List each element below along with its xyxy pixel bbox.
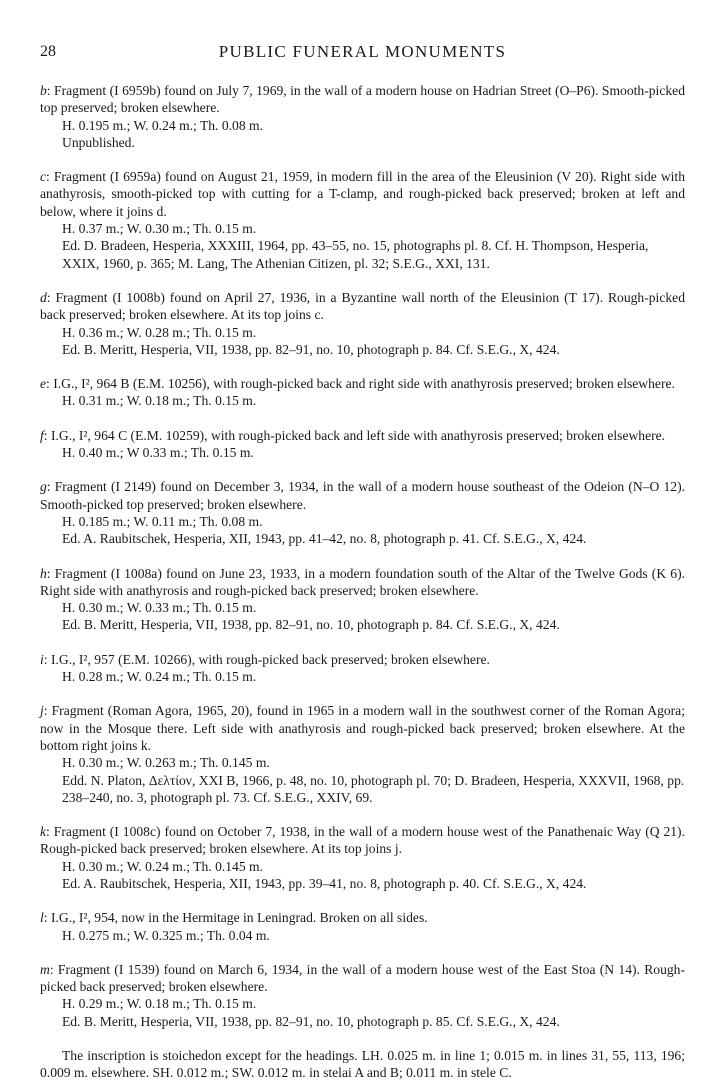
fragment-letter: b xyxy=(40,83,47,98)
fragment-reference: Ed. B. Meritt, Hesperia, VII, 1938, pp. 82–91, no. 10, photograph p. 85. Cf. S.E.G., X, 424. xyxy=(62,1013,560,1029)
fragment-entry xyxy=(40,823,685,892)
fragment-letter: m xyxy=(40,961,50,977)
fragment-letter: d xyxy=(40,289,47,305)
fragment-dimensions: H. 0.28 m.; W. 0.24 m.; Th. 0.15 m. xyxy=(62,669,257,685)
fragment-description-text: : Fragment (I 1008b) found on April 27, 1936, in a Byzantine wall north of the Eleusinion (T 17). Rough-picked back preserved; broken elsewhere. At its top joins c. xyxy=(40,289,685,323)
fragment-description xyxy=(40,82,685,117)
fragment-description-text: : I.G., I², 964 C (E.M. 10259), with rough-picked back and left side with anathyrosis preserved; broken elsewhere. xyxy=(43,427,666,443)
fragment-dimensions: H. 0.37 m.; W. 0.30 m.; Th. 0.15 m. xyxy=(62,221,257,237)
fragment-entry xyxy=(40,375,685,410)
fragment-reference: Ed. B. Meritt, Hesperia, VII, 1938, pp. 82–91, no. 10, photograph p. 84. Cf. S.E.G., X, 424. xyxy=(62,341,560,357)
fragment-reference: Ed. D. Bradeen, Hesperia, XXXIII, 1964, pp. 43–55, no. 15, photographs pl. 8. Cf. H. Thompson, Hesperia, XXIX, 1960, p. 365; M. Lang, The Athenian Citizen, pl. 32; S.E.G., XXI, 131. xyxy=(62,238,649,271)
running-title: PUBLIC FUNERAL MONUMENTS xyxy=(218,42,507,61)
fragment-description xyxy=(40,427,685,444)
fragment-dimensions: H. 0.40 m.; W 0.33 m.; Th. 0.15 m. xyxy=(62,445,254,461)
fragment-entry xyxy=(40,168,685,272)
page-header xyxy=(40,40,685,70)
fragment-description-text: : I.G., I², 957 (E.M. 10266), with rough-picked back preserved; broken elsewhere. xyxy=(43,651,490,667)
fragment-description-text: : Fragment (I 6959b) found on July 7, 1969, in the wall of a modern house on Hadrian Street (O–P6). Smooth-picked top preserved; broken elsewhere. xyxy=(40,83,685,116)
fragment-letter: i xyxy=(40,651,44,667)
fragment-description xyxy=(40,961,685,996)
fragment-dimensions: H. 0.275 m.; W. 0.325 m.; Th. 0.04 m. xyxy=(62,927,270,943)
fragment-letter: j xyxy=(40,703,44,719)
closing-text: The inscription is stoichedon except for the headings. LH. 0.025 m. in line 1; 0.015 m. in lines 31, 55, 113, 196; 0.009 m. elsewhere. SH. 0.012 m.; SW. 0.012 m. in stelai A and B; 0.011 m. in stele C. xyxy=(40,1048,685,1081)
page-number: 28 xyxy=(40,43,56,60)
fragment-description-text: : Fragment (I 1008a) found on June 23, 1933, in a modern foundation south of the Altar of the Twelve Gods (K 6). Right side with anathyrosis and rough-picked back preserved; broken elsewhere. xyxy=(40,565,685,598)
fragment-reference: Ed. B. Meritt, Hesperia, VII, 1938, pp. 82–91, no. 10, photograph p. 84. Cf. S.E.G., X, 424. xyxy=(62,617,560,633)
fragment-reference: Edd. N. Platon, Δελτίον, XXI B, 1966, p. 48, no. 10, photograph pl. 70; D. Bradeen, Hesperia, XXXVII, 1968, pp. 238–240, no. 3, photograph pl. 73. Cf. S.E.G., XXIV, 69. xyxy=(62,772,685,805)
fragment-dimensions: H. 0.30 m.; W. 0.263 m.; Th. 0.145 m. xyxy=(62,755,270,771)
fragment-entry xyxy=(40,909,685,944)
fragment-description xyxy=(40,823,685,858)
fragment-description xyxy=(40,565,685,600)
fragment-description xyxy=(40,651,685,668)
fragment-description-text: : Fragment (I 6959a) found on August 21, 1959, in modern fill in the area of the Eleusinion (V 20). Right side with anathyrosis, smooth-picked top with cutting for a T-clamp, and rough-picked back preserved; broken at left and below, where it joins d. xyxy=(40,169,685,219)
fragment-reference: Unpublished. xyxy=(62,134,135,150)
fragment-description xyxy=(40,702,685,754)
fragment-dimensions: H. 0.30 m.; W. 0.33 m.; Th. 0.15 m. xyxy=(62,600,257,616)
fragment-letter: e xyxy=(40,376,47,392)
closing-paragraph xyxy=(40,1047,685,1082)
fragment-entries xyxy=(40,82,685,1030)
fragment-reference: Ed. A. Raubitschek, Hesperia, XII, 1943, pp. 39–41, no. 8, photograph p. 40. Cf. S.E.G., X, 424. xyxy=(62,875,587,891)
fragment-description-text: : I.G., I², 964 B (E.M. 10256), with rough-picked back and right side with anathyrosis preserved; broken elsewhere. xyxy=(46,376,675,392)
fragment-letter: l xyxy=(40,910,44,926)
fragment-description xyxy=(40,478,685,513)
fragment-description-text: : Fragment (Roman Agora, 1965, 20), found in 1965 in a modern wall in the southwest corner of the Roman Agora; now in the Mosque there. Left side with anathyrosis and rough-picked back preserved; broken elsewhere. At the bottom right joins k. xyxy=(40,703,685,753)
fragment-entry xyxy=(40,961,685,1030)
fragment-description xyxy=(40,289,685,324)
fragment-dimensions: H. 0.29 m.; W. 0.18 m.; Th. 0.15 m. xyxy=(62,996,257,1012)
fragment-entry xyxy=(40,82,685,151)
fragment-letter: k xyxy=(40,824,47,840)
fragment-description xyxy=(40,375,685,392)
fragment-entry xyxy=(40,565,685,634)
fragment-letter: f xyxy=(40,427,44,443)
fragment-description-text: : Fragment (I 1539) found on March 6, 1934, in the wall of a modern house west of the East Stoa (N 14). Rough-picked back preserved; broken elsewhere. xyxy=(40,961,685,995)
fragment-entry xyxy=(40,427,685,462)
fragment-description xyxy=(40,909,685,926)
fragment-letter: h xyxy=(40,565,47,581)
fragment-letter: g xyxy=(40,479,47,495)
fragment-dimensions: H. 0.195 m.; W. 0.24 m.; Th. 0.08 m. xyxy=(62,117,264,133)
fragment-description-text: : I.G., I², 954, now in the Hermitage in Leningrad. Broken on all sides. xyxy=(43,910,428,926)
fragment-description xyxy=(40,168,685,220)
fragment-entry xyxy=(40,478,685,547)
fragment-dimensions: H. 0.31 m.; W. 0.18 m.; Th. 0.15 m. xyxy=(62,393,257,409)
fragment-description-text: : Fragment (I 2149) found on December 3, 1934, in the wall of a modern house southeast of the Odeion (N–O 12). Smooth-picked top preserved; broken elsewhere. xyxy=(40,479,685,512)
fragment-entry xyxy=(40,651,685,686)
fragment-description-text: : Fragment (I 1008c) found on October 7, 1938, in the wall of a modern house west of the Panathenaic Way (Q 21). Rough-picked back preserved; broken elsewhere. At its top joins j. xyxy=(40,824,685,857)
fragment-reference: Ed. A. Raubitschek, Hesperia, XII, 1943, pp. 41–42, no. 8, photograph p. 41. Cf. S.E.G., X, 424. xyxy=(62,531,587,547)
fragment-dimensions: H. 0.36 m.; W. 0.28 m.; Th. 0.15 m. xyxy=(62,324,257,340)
fragment-dimensions: H. 0.185 m.; W. 0.11 m.; Th. 0.08 m. xyxy=(62,513,263,529)
fragment-entry xyxy=(40,289,685,358)
fragment-dimensions: H. 0.30 m.; W. 0.24 m.; Th. 0.145 m. xyxy=(62,858,264,874)
fragment-entry xyxy=(40,702,685,806)
fragment-letter: c xyxy=(40,169,47,185)
